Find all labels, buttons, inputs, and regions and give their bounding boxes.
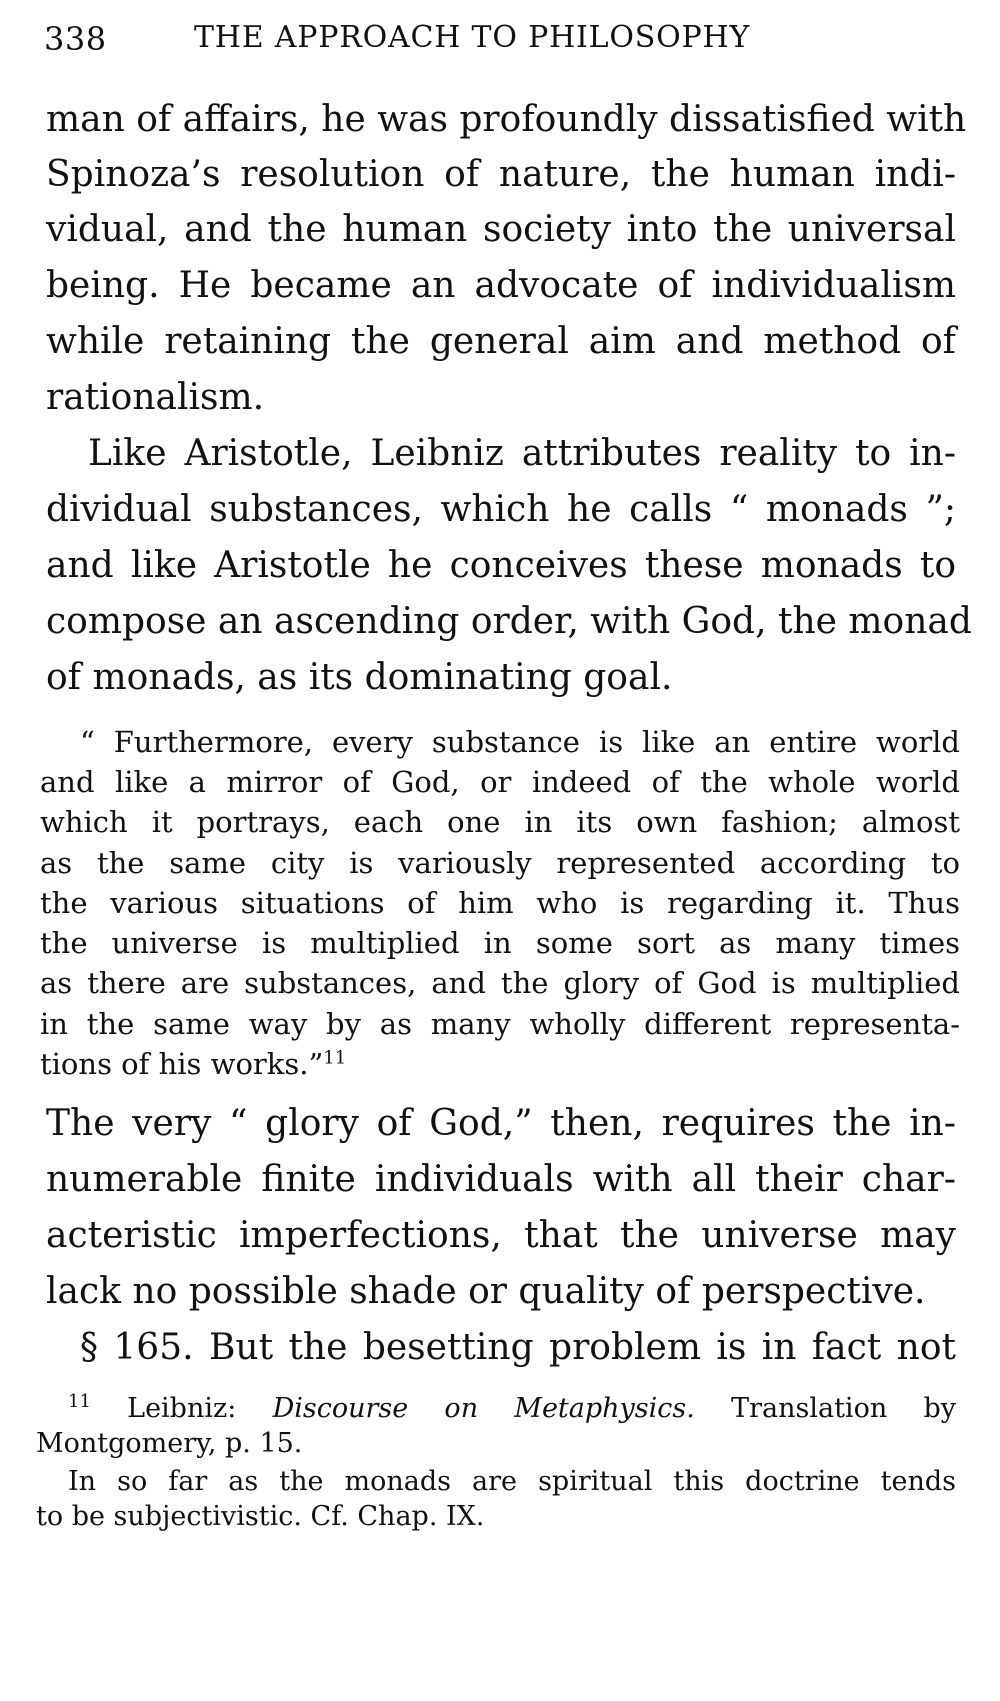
footnote-1-line-2: Montgomery, p. 15. (36, 1428, 303, 1459)
footnote-2-line-2: to be subjectivistic. Cf. Chap. IX. (36, 1501, 485, 1532)
footnote-2-line-1: In so far as the monads are spiritual this doctrine tends (68, 1466, 956, 1497)
quote-line-1: “ Furthermore, every substance is like an entire world (80, 725, 960, 759)
quote-line-9-text: tions of his works.” (40, 1047, 324, 1081)
footnote-reference-11: 11 (323, 1047, 347, 1069)
quote-line-9 (40, 1047, 346, 1081)
footnote-1-line-1 (68, 1393, 956, 1425)
paragraph-1-line-4: being. He became an advocate of individualism (46, 265, 956, 306)
quote-line-7: as there are substances, and the glory of God is multiplied (40, 966, 960, 1000)
paragraph-3-line-1: The very “ glory of God,” then, requires the in- (46, 1103, 956, 1144)
paragraph-2-line-5: of monads, as its dominating goal. (46, 657, 673, 698)
paragraph-1-line-5: while retaining the general aim and method of (46, 321, 956, 362)
paragraph-1-line-2: Spinoza’s resolution of nature, the human indi- (46, 154, 956, 195)
paragraph-2-line-3: and like Aristotle he conceives these monads to (46, 545, 956, 586)
quote-line-8: in the same way by as many wholly different representa- (40, 1007, 960, 1041)
paragraph-3-line-3: acteristic imperfections, that the universe may (46, 1215, 956, 1256)
paragraph-2-line-2: dividual substances, which he calls “ monads ”; (46, 489, 956, 530)
quote-line-6: the universe is multiplied in some sort as many times (40, 926, 960, 960)
paragraph-4-line-1: § 165. But the besetting problem is in fact not (80, 1327, 956, 1368)
running-head: THE APPROACH TO PHILOSOPHY (194, 20, 751, 55)
quote-line-4: as the same city is variously represented according to (40, 846, 960, 880)
quote-line-5: the various situations of him who is regarding it. Thus (40, 886, 960, 920)
paragraph-1-line-1: man of affairs, he was profoundly dissatisfied with (46, 99, 967, 140)
footnote-1-author: Leibniz: (127, 1393, 237, 1424)
quote-line-2: and like a mirror of God, or indeed of the whole world (40, 765, 960, 799)
footnote-1-after-title: Translation by (731, 1393, 956, 1424)
paragraph-1-line-3: vidual, and the human society into the universal (46, 209, 956, 250)
quote-line-3: which it portrays, each one in its own fashion; almost (40, 805, 960, 839)
footnote-1-title: Discourse on Metaphysics. (272, 1393, 695, 1424)
page-number: 338 (44, 20, 107, 58)
paragraph-2-line-1: Like Aristotle, Leibniz attributes reality to in- (88, 433, 956, 474)
footnote-1-marker: 11 (68, 1391, 91, 1412)
paragraph-1-line-6: rationalism. (46, 377, 265, 418)
page-header (44, 20, 944, 60)
paragraph-3-line-2: numerable finite individuals with all their char- (46, 1159, 956, 1200)
paragraph-2-line-4: compose an ascending order, with God, the monad (46, 601, 972, 642)
paragraph-3-line-4: lack no possible shade or quality of perspective. (46, 1271, 926, 1312)
